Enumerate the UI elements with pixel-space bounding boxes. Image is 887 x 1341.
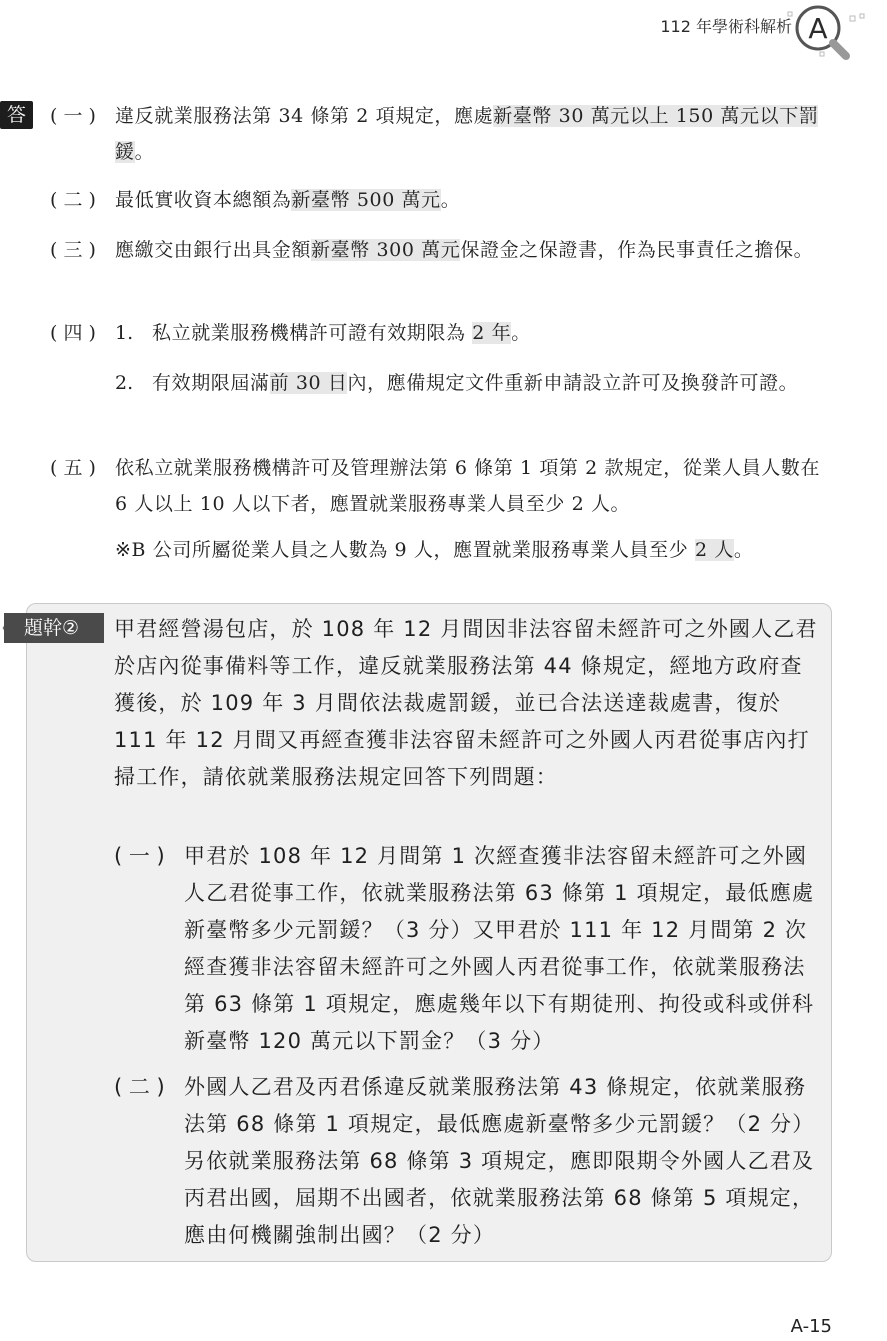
answer-item-4-sub-1-number: 1. <box>115 322 134 344</box>
answer-item-4-sub-2-text: 有效期限屆滿前 30 日內，應備規定文件重新申請設立許可及換發許可證。 <box>152 372 799 394</box>
answer-item-5-number: ( 五 ) <box>50 457 96 479</box>
question-sub-1-number: ( 一 ) <box>114 844 165 868</box>
answer-item-4-number: ( 四 ) <box>50 322 96 344</box>
logo-letter: A <box>808 12 828 45</box>
answer-note: ※B 公司所屬從業人員之人數為 9 人，應置就業服務專業人員至少 2 人。 <box>115 539 754 561</box>
question-tag: 題幹② <box>4 613 104 643</box>
question-sub-1-text: 甲君於 108 年 12 月間第 1 次經查獲非法容留未經許可之外國人乙君從事工作，依就業服務法第 63 條第 1 項規定，最低應處新臺幣多少元罰鍰？（3 分）又甲君於 111 年 12 月間第 2 次經查獲非法容留未經許可之外國人丙君從事工作，依就業服務法第 63 條第 1 項規定，應處幾年以下有期徒刑、拘役或科或併科新臺幣 120 萬元以下罰金？（3 分） <box>184 844 815 1053</box>
answer-item-3-text: 應繳交由銀行出具金額新臺幣 300 萬元保證金之保證書，作為民事責任之擔保。 <box>115 239 814 261</box>
magnifier-logo-icon <box>786 2 866 66</box>
answer-item-1-text: 違反就業服務法第 34 條第 2 項規定，應處新臺幣 30 萬元以上 150 萬元以下罰鍰。 <box>115 105 819 163</box>
answer-badge: 答 <box>0 101 33 129</box>
answer-item-1-number: ( 一 ) <box>50 105 96 127</box>
answer-item-4-sub-2-number: 2. <box>115 372 134 394</box>
answer-item-4-sub-1-text: 私立就業服務機構許可證有效期限為 2 年。 <box>152 322 531 344</box>
header-title: 112 年學術科解析 <box>660 17 792 36</box>
answer-item-5-text: 依私立就業服務機構許可及管理辦法第 6 條第 1 項第 2 款規定，從業人員人數在 6 人以上 10 人以下者，應置就業服務專業人員至少 2 人。 <box>115 457 821 515</box>
answer-item-3-number: ( 三 ) <box>50 239 96 261</box>
answer-item-2-text: 最低實收資本總額為新臺幣 500 萬元。 <box>115 189 461 211</box>
answer-item-2-number: ( 二 ) <box>50 189 96 211</box>
answer-highlight: 新臺幣 30 萬元以上 150 萬元以下罰鍰 <box>115 105 819 163</box>
answer-highlight: 2 年 <box>472 322 512 344</box>
answer-highlight: 2 人 <box>694 539 734 561</box>
answer-highlight: 新臺幣 500 萬元 <box>291 189 441 211</box>
question-sub-2-text: 外國人乙君及丙君係違反就業服務法第 43 條規定，依就業服務法第 68 條第 1 項規定，最低應處新臺幣多少元罰鍰？（2 分）另依就業服務法第 68 條第 3 項規定，應即限期令外國人乙君及丙君出國，屆期不出國者，依就業服務法第 68 條第 5 項規定，應由何機關強制出國？（2 分） <box>184 1075 815 1247</box>
page-number: A-15 <box>790 1316 832 1337</box>
question-sub-2-number: ( 二 ) <box>114 1075 165 1099</box>
answer-highlight: 新臺幣 300 萬元 <box>311 239 461 261</box>
answer-highlight: 前 30 日 <box>269 372 348 394</box>
question-stem: 甲君經營湯包店，於 108 年 12 月間因非法容留未經許可之外國人乙君於店內從事備料等工作，違反就業服務法第 44 條規定，經地方政府查獲後，於 109 年 3 月間依法裁處罰鍰，並已合法送達裁處書，復於 111 年 12 月間又再經查獲非法容留未經許可之外國人丙君從事店內打掃工作，請依就業服務法規定回答下列問題： <box>114 617 818 789</box>
